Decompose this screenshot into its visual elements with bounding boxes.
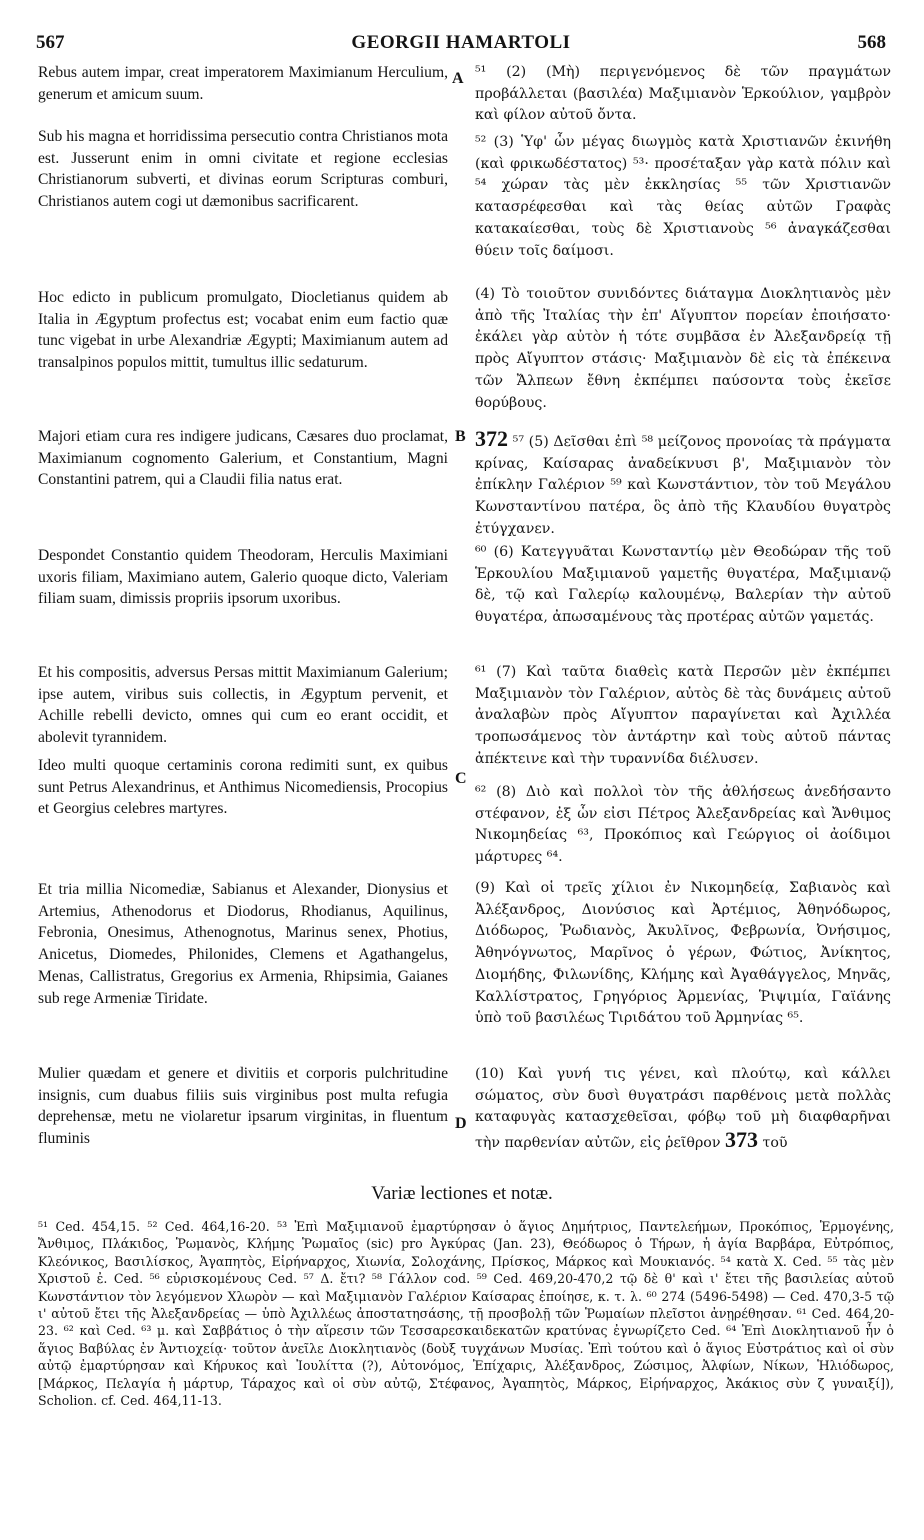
greek-paragraph-9 [475,1064,891,1155]
latin-paragraph-8: Et tria millia Nicomediæ, Sabianus et Alexander, Dionysius et Artemius, Athenodorus et Diodorus, Rhodianus, Aquilinus, Febronia, Onesimus, Athenognotus, Marinus senex, Photius, Anicetus, Diomedes, Philonides, Clemens et Agathangelus, Menas, Callistratus, Gregorius ex Armenia, Rhipsimia, Gaianes sub rege Armeniæ Tiridate. [38,881,448,1007]
page-number-right: 568 [857,32,886,53]
latin-paragraph-1: Rebus autem impar, creat imperatorem Maximianum Herculium, generum et amicum suum. [38,64,448,103]
greek-paragraph-1: ⁵¹ (2) (Μὴ) περιγενόμενος δὲ τῶν πραγμάτων προβάλλεται (βασιλέα) Μαξιμιανὸν Ἑρκούλιον, γαμβρὸν καὶ φίλον αὐτοῦ ὄντα. [475,64,891,124]
latin-paragraph-4: Majori etiam cura res indigere judicans, Cæsares duo proclamat, Maximianum cognomento Galerium, et Constantium, Magni Constantini patrem, qui a Claudii filia natus erat. [38,428,448,489]
page-header [36,32,886,58]
margin-letter-c: C [455,770,467,787]
greek-paragraph-7: ⁶² (8) Διὸ καὶ πολλοὶ τὸν τῆς ἀθλήσεως ἀνεδήσαντο στέφανον, ἐξ ὧν εἰσι Πέτρος Ἀλεξανδρείας καὶ Ἄνθιμος Νικομηδείας ⁶³, Προκόπιος καὶ Γεώργιος οἱ ἀοίδιμοι μάρτυρες ⁶⁴. [475,784,891,866]
latin-paragraph-9: Mulier quædam et genere et divitiis et corporis pulchritudine insignis, cum duabus filiis suis virginibus post multa refugia deprehensæ, metu ne violaretur ipsarum virginitas, in fluentum fluminis [38,1065,448,1148]
margin-letter-d: D [455,1115,467,1132]
margin-letter-a: A [452,70,464,87]
variae-lectiones-heading: Variæ lectiones et notæ. [371,1183,553,1204]
greek-trailing-word: τοῦ [762,1135,788,1152]
greek-paragraph-6: ⁶¹ (7) Καὶ ταῦτα διαθεὶς κατὰ Περσῶν μὲν ἐκπέμπει Μαξιμιανὸν τὸν Γαλέριον, αὐτὸς δὲ τὰς δυνάμεις αὐτοῦ ἀναλαβὼν πρὸς Αἴγυπτον παραγίνεται καὶ Ἀχιλλέα τροπωσάμενος τὸν ἀντάρτην καὶ τοὺς αὐτοῦ πάντας ἀπέκτεινε καὶ τὴν τυραννίδα διέλυσεν. [475,664,891,767]
greek-paragraph-5: ⁶⁰ (6) Κατεγγυᾶται Κωνσταντίῳ μὲν Θεοδώραν τῆς τοῦ Ἑρκουλίου Μαξιμιανοῦ γαμετῆς θυγατέρα, Μαξιμιανῷ δὲ, τῷ καὶ Γαλερίῳ καλουμένῳ, Βαλερίαν τὴν αὐτοῦ θυγατέρα, ἀπωσαμένους τὰς προτέρας αὐτῶν γαμετάς. [475,544,891,626]
greek-paragraph-3: (4) Τὸ τοιοῦτον συνιδόντες διάταγμα Διοκλητιανὸς μὲν ἀπὸ τῆς Ἰταλίας τὴν ἐπ' Αἴγυπτον πορείαν ἐποιήσατο· ἐκάλει γὰρ αὐτὸν ἡ τότε συμβᾶσα ἐν Ἀλεξανδρείᾳ τῇ πρὸς Αἴγυπτον στάσις· Μαξιμιανὸν δὲ εἰς τὰ ἐπέκεινα τῶν Ἄλπεων ἔθνη ἐκπέμπει παύσοντα τοὺς ἐκεῖσε θορύβους. [475,286,891,411]
greek-paragraph-4 [475,428,891,541]
page-number-left: 567 [36,32,65,53]
greek-paragraph-2: ⁵² (3) Ὑφ' ὧν μέγας διωγμὸς κατὰ Χριστιανῶν ἐκινήθη (καὶ φρικωδέστατος) ⁵³· προσέταξαν γὰρ κατὰ πόλιν καὶ ⁵⁴ χώραν τὰς μὲν ἐκκλησίας ⁵⁵ τῶν Χριστιανῶν κατασρέφεσθαι καὶ τὰς θείας αὐτῶν Γραφὰς κατακαίεσθαι, τοὺς δὲ Χριστιανοὺς ⁵⁶ ἀναγκάζεσθαι θύειν τοῖς δαίμοσι. [475,134,891,259]
greek-paragraph-9-text: (10) Καὶ γυνή τις γένει, καὶ πλούτῳ, καὶ κάλλει σώματος, σὺν δυσὶ θυγατράσι παρθένοις μετὰ πολλὰς καταφυγὰς κατασχεθεῖσαι, φόβῳ τοῦ μὴ διαφθαρῆναι τὴν παρθενίαν αὐτῶν, εἰς ῥεῖθρον [475,1066,891,1152]
latin-paragraph-3: Hoc edicto in publicum promulgato, Diocletianus quidem ab Italia in Ægyptum profectus est; vocabat enim eum factio quæ tunc vigebat in urbe Alexandriæ Ægypti; Maximianum autem ad transalpinos populos mittit, tumultus illic sedaturum. [38,289,448,372]
running-title: GEORGII HAMARTOLI [351,32,571,53]
page-mark-372: 372 [475,426,508,451]
latin-paragraph-6: Et his compositis, adversus Persas mittit Maximianum Galerium; ipse autem, viribus suis collectis, in Ægyptum pervenit, et Achille rebelli devicto, omnes qui cum eo erant occidit, et abolevit tyrannidem. [38,664,448,747]
latin-paragraph-2: Sub his magna et horridissima persecutio contra Christianos mota est. Jusserunt enim in omni civitate et regione ecclesias Christianorum subverti, et divinas eorum Scripturas comburi, Christianos autem cogi ut dæmonibus sacrificarent. [38,128,448,211]
greek-paragraph-8: (9) Καὶ οἱ τρεῖς χίλιοι ἐν Νικομηδείᾳ, Σαβιανὸς καὶ Ἀλέξανδρος, Διονύσιος καὶ Ἀρτέμιος, Ἀθηνόδωρος, Διόδωρος, Ῥωδιανὸς, Ἀκυλῖνος, Φεβρωνία, Ὀνήσιμος, Ἀθηνόγνωτος, Μαρῖνος ὁ γέρων, Φώτιος, Ἀνίκητος, Διομήδης, Φιλωνίδης, Κλήμης καὶ Ἀγαθάγγελος, Μηνᾶς, Καλλίστρατος, Γρηγόριος Ἀρμενίας, Ῥιψιμία, Γαϊάνης ὑπὸ τοῦ βασιλέως Τιριδάτου τοῦ Ἀρμηνίας ⁶⁵. [475,880,891,1027]
latin-paragraph-5: Despondet Constantio quidem Theodoram, Herculis Maximiani uxoris filiam, Maximiano autem, Galerio quoque dicto, Valeriam filiam suam, dimissis propriis ipsorum uxoribus. [38,547,448,608]
greek-paragraph-4-text: ⁵⁷ (5) Δεῖσθαι ἐπὶ ⁵⁸ μείζονος προνοίας τὰ πράγματα κρίνας, Καίσαρας ἀναδείκνυσι β', Μαξιμιανὸν τὸν ἐπίκλην Γαλέριον ⁵⁹ καὶ Κωνστάντιον, τὸν τοῦ Μεγάλου Κωνσταντίνου πατέρα, ὃς ἀπὸ τῆς Κλαυδίου θυγατρὸς ἐτύγχανεν. [475,434,892,537]
page-mark-373: 373 [724,1127,758,1153]
critical-notes: ⁵¹ Ced. 454,15. ⁵² Ced. 464,16-20. ⁵³ Ἐπὶ Μαξιμιανοῦ ἐμαρτύρησαν ὁ ἅγιος Δημήτριος, Παντελεήμων, Προκόπιος, Ἑρμογένης, Ἄνθιμος, Πλάκιδος, Ῥωμανὸς, Κλήμης Ῥωμαῖος (sic) pro Ἀγκύρας (Jan. 23), Θεόδωρος ὁ Τήρων, ἡ ἁγία Βαρβάρα, Εὐτρόπιος, Κλεόνικος, Βασιλίσκος, Ἀγαπητὸς, Εἰρήναρχος, Χιωνία, Σολοχάνης, Πρίσκος, Μάρκος καὶ Μουκιανός. ⁵⁴ κατὰ Χ. Ced. ⁵⁵ τὰς μὲν Χριστοῦ ἐ. Ced. ⁵⁶ εὑρισκομένους Ced. ⁵⁷ Δ. ἔτι? ⁵⁸ Γάλλον cod. ⁵⁹ Ced. 469,20-470,2 τῷ δὲ θ' καὶ ι' ἔτει τῆς βασιλείας αὐτοῦ Κωνστάντιον τὸν λεγόμενον Χλωρὸν — καὶ Μαξιμιανὸν Γαλέριον Καίσαρας ἐποίησε, κ. τ. λ. ⁶⁰ 274 (5496-5498) — Ced. 470,3-5 τῷ ι' αὐτοῦ ἔτει τῆς Ἀλεξανδρείας — ὑπὸ Ἀχιλλέως ἀποστατησάσης, τῇ προσβολῇ τῶν Ῥωμαίων πλεῖστοι ἀνῃρέθησαν. ⁶¹ Ced. 464,20-23. ⁶² καὶ Ced. ⁶³ μ. καὶ Σαββάτιος ὁ τὴν αἵρεσιν τῶν Τεσσαρεσκαιδεκατῶν κρατύνας ἐγνωρίζετο Ced. ⁶⁴ Ἐπὶ Διοκλητιανοῦ ἦν ὁ ἅγιος Βαβύλας ἐν Ἀντιοχείᾳ· τοῦτον ἀνεῖλε Διοκλητιανὸς (δοὺξ τυγχάνων Μυσίας. Ἐπὶ τούτου καὶ ὁ ἅγιος Εὐστράτιος καὶ οἱ σὺν αὐτῷ ἐμαρτύρησαν καὶ Κήρυκος καὶ Ἰουλίττα (?), Αὐτονόμος, Ἐπίχαρις, Ἀλέξανδρος, Ζώσιμος, Ἀλφίων, Νίκων, Ἡλιόδωρος, [Μάρκος, Πελαγία ἡ μάρτυρ, Τάραχος καὶ οἱ σὺν αὐτῷ, Στέφανος, Ἀγαπητὸς, Μάρκος, Εἰρήναρχος, Ἀκάκιος σὺν ζ γυναιξί]), Scholion. cf. Ced. 464,11-13. [38,1219,894,1409]
latin-paragraph-7: Ideo multi quoque certaminis corona redimiti sunt, ex quibus sunt Petrus Alexandrinus, et Anthimus Nicomediensis, Procopius et Georgius celebres martyres. [38,757,448,818]
margin-letter-b: B [455,428,466,445]
